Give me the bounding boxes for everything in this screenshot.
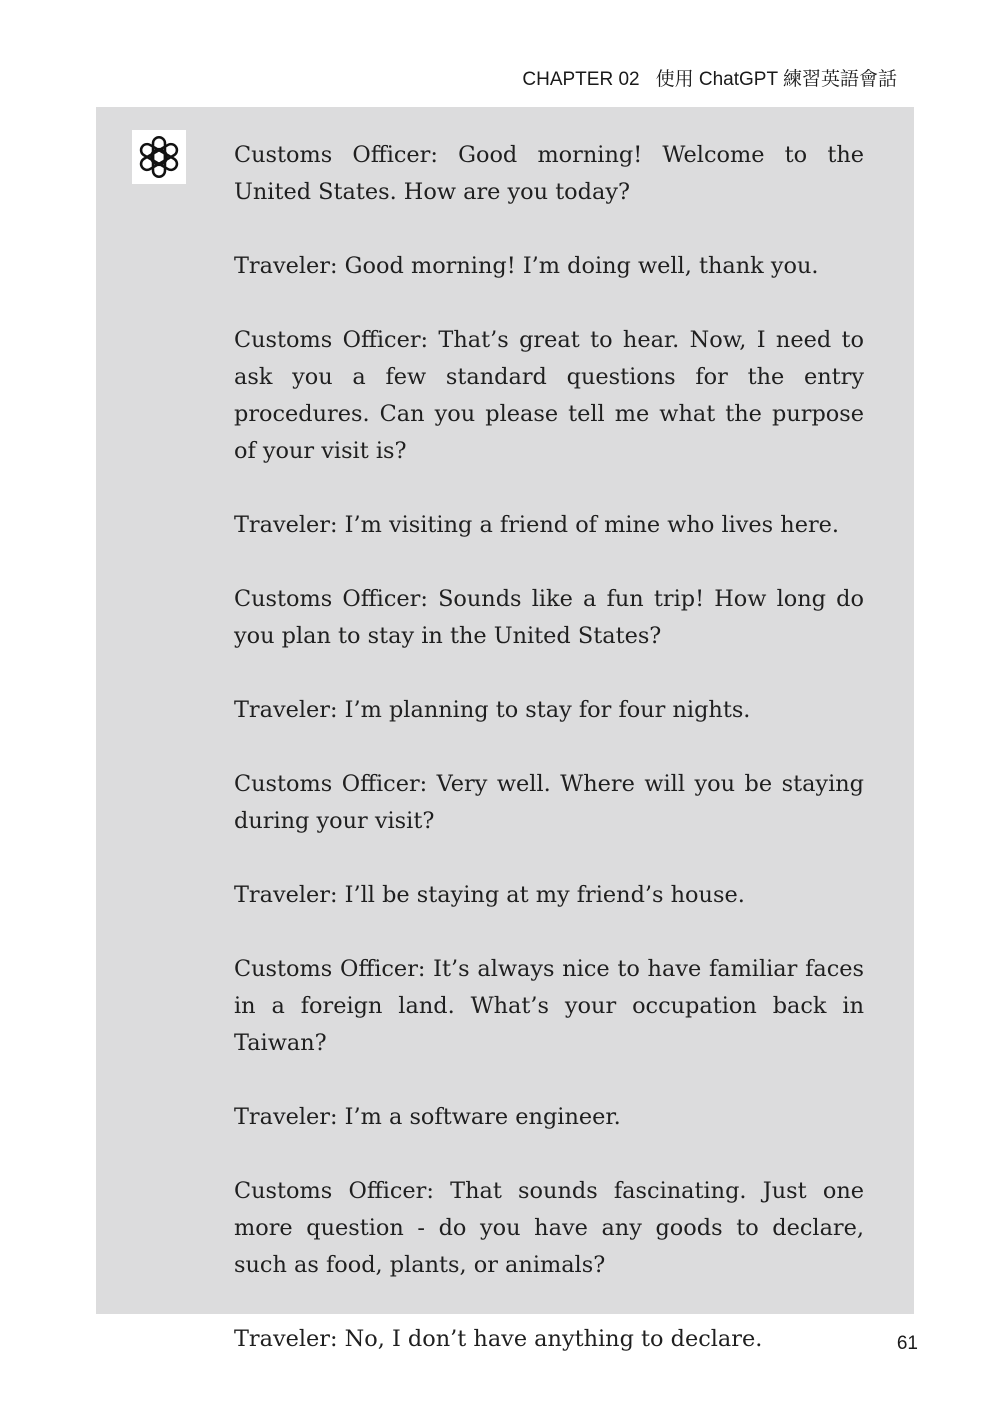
dialogue-line: Traveler: I’m visiting a friend of mine who lives here. (234, 512, 840, 538)
page-number: 61 (896, 1333, 918, 1354)
dialogue-line: Customs Officer: That sounds fascinating. Just one more question - do you have any goods to declare, such as food, plants, or animals? (234, 1178, 864, 1278)
dialogue-line: Traveler: No, I don’t have anything to declare. (234, 1326, 763, 1352)
dialogue-line: Customs Officer: It’s always nice to have familiar faces in a foreign land. What’s your occupation back in Taiwan? (234, 956, 864, 1056)
chatgpt-logo-icon (136, 134, 182, 180)
dialogue-line: Traveler: Good morning! I’m doing well, thank you. (234, 253, 819, 279)
running-header (522, 64, 897, 91)
dialogue-line: Customs Officer: Good morning! Welcome to the United States. How are you today? (234, 142, 864, 205)
dialogue-text (234, 137, 864, 1358)
dialogue-line: Traveler: I’m a software engineer. (234, 1104, 621, 1130)
dialogue-line: Customs Officer: Very well. Where will you be staying during your visit? (234, 771, 864, 834)
dialogue-line: Traveler: I’m planning to stay for four nights. (234, 697, 751, 723)
dialogue-line: Customs Officer: Sounds like a fun trip! How long do you plan to stay in the United States? (234, 586, 864, 649)
dialogue-line: Traveler: I’ll be staying at my friend’s house. (234, 882, 745, 908)
chapter-label: CHAPTER 02 (522, 69, 640, 90)
chatgpt-avatar (132, 130, 186, 184)
dialogue-line: Customs Officer: That’s great to hear. Now, I need to ask you a few standard questions for the entry procedures. Can you please tell me what the purpose of your visit is? (234, 327, 864, 464)
chapter-title: 使用 ChatGPT 練習英語會話 (655, 69, 897, 90)
